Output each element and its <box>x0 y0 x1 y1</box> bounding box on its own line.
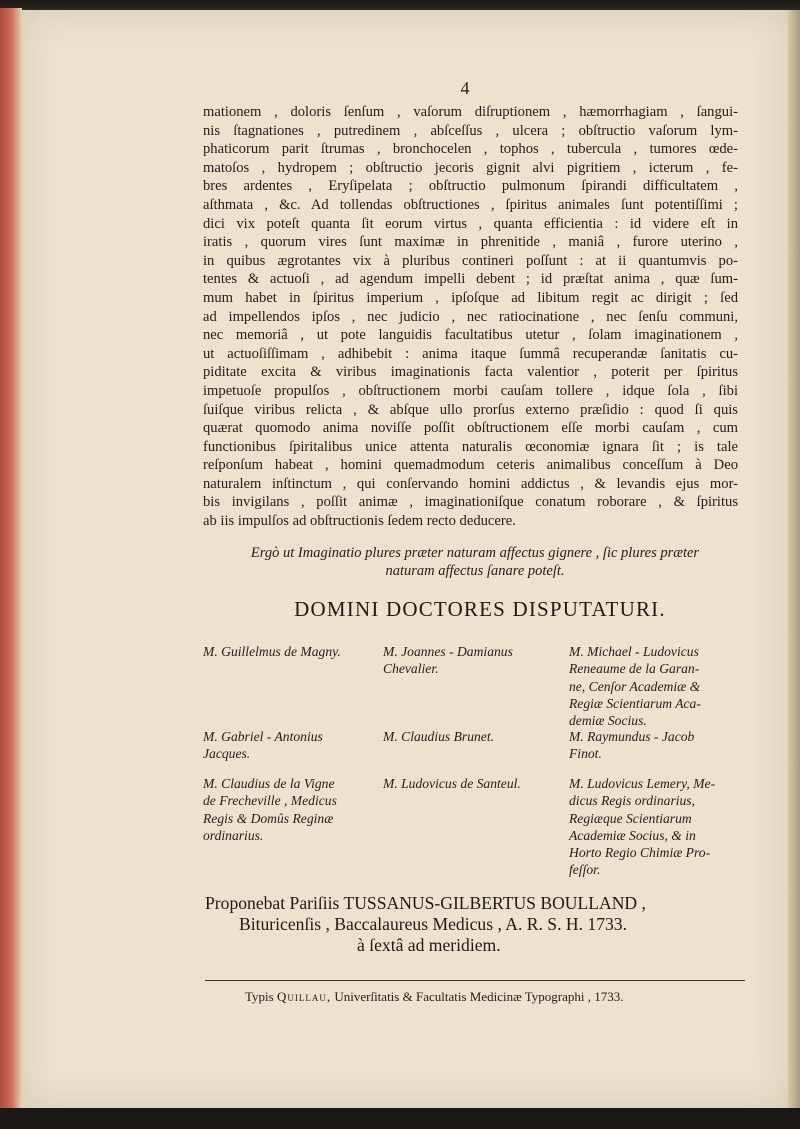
body-line: bres ardentes , Eryſipelata ; obſtructio pulmonum ſpirandi difficultatem , <box>203 178 738 195</box>
body-line: in quibus ægrotantes vix à pluribus contineri poſſunt : at ii quantumvis po- <box>203 252 738 269</box>
body-line: iratis , quorum vires ſunt maximæ in phrenitide , maniâ , furore uterino , <box>203 234 738 251</box>
printer-imprint <box>245 989 745 1005</box>
conclusion-line-1: Ergò ut Imaginatio plures præter naturam affectus gignere , ſic plures præter <box>250 545 700 561</box>
body-line: tentes & actuoſi , ad agendum impelli debent ; id præſtat anima , quæ ſum- <box>203 271 738 288</box>
respondent-line-3: à ſextâ ad meridiem. <box>357 935 501 955</box>
doctor-entry: M. Gabriel - Antonius Jacques. <box>203 729 323 762</box>
doctor-entry: M. Guillelmus de Magny. <box>203 644 341 659</box>
body-line: matoſos , hydropem ; obſtructio jecoris gignit alvi pigritiem , icterum , fe- <box>203 159 738 176</box>
respondent-line-1: Proponebat Pariſiis TUSSANUS-GILBERTUS BOULLAND , <box>205 893 646 913</box>
respondent-line-2: Bituricenſis , Baccalaureus Medicus , A. R. S. H. 1733. <box>239 914 627 934</box>
body-line: ut actuoſiſſimam , adhibebit : anima itaque ſummâ recuperandæ ſanitatis cu- <box>203 345 738 362</box>
doctor-entry: M. Raymundus - Jacob Finot. <box>569 729 695 762</box>
doctor-entry: M. Claudius de la Vigne de Frecheville , Medicus Regis & Domûs Reginæ ordinarius. <box>203 776 337 843</box>
conclusion-line-2: naturam affectus ſanare poteſt. <box>385 563 565 579</box>
doctor-entry: M. Joannes - Damianus Chevalier. <box>383 644 513 677</box>
respondent-block <box>205 893 745 956</box>
body-line: mationem , doloris ſenſum , vaſorum diſruptionem , hæmorrhagiam , ſangui- <box>203 104 738 120</box>
conclusion-statement <box>210 544 740 580</box>
scan-bottom-edge <box>0 1108 800 1129</box>
body-line: reſponſum habeat , homini quemadmodum ceteris animalibus conceſſum à Deo <box>203 457 738 474</box>
book-edge-right <box>788 10 800 1110</box>
body-paragraph <box>203 103 738 531</box>
doctor-entry: M. Michael - Ludovicus Reneaume de la Garan- ne, Cenſor Academiæ & Regiæ Scientiarum Aca- demiæ Socius. <box>569 644 701 729</box>
body-line: piditate excita & viribus imaginationis facta valentior , poterit per ſpiritus <box>203 364 738 381</box>
doctor-entry: M. Ludovicus de Santeul. <box>383 776 521 791</box>
body-line: nec memoriâ , ut pote languidis facultatibus utetur , ſolam imaginationem , <box>203 327 738 344</box>
body-line: naturalem inſtinctum , qui conſervando homini addictus , & levandis ejus mor- <box>203 475 738 492</box>
body-line: aſthmata , &c. Ad tollendas obſtructiones , ſpiritus animales ſunt potentiſſimi ; <box>203 196 738 213</box>
printer-name: Quillau, <box>276 989 332 1004</box>
doctor-entry: M. Claudius Brunet. <box>383 729 495 744</box>
body-line: mum habet in ſpiritus imperium , ipſoſque ad libitum regit ac dirigit ; ſed <box>203 289 738 306</box>
doctor-entry: M. Ludovicus Lemery, Me- dicus Regis ordinarius, Regiæque Scientiarum Academiæ Socius, & in Horto Regio Chimiæ Pro- feſſor. <box>569 776 716 878</box>
divider-rule <box>205 980 745 981</box>
disputants-heading: DOMINI DOCTORES DISPUTATURI. <box>294 597 666 621</box>
body-line: dici vix poteſt quanta ſit eorum virtus , quanta efficientia : id videre eſt in <box>203 215 738 232</box>
body-line: ad impellendos ipſos , nec judicio , nec ratiocinatione , nec ſenſu communi, <box>203 308 738 325</box>
page-number: 4 <box>460 78 470 98</box>
printer-prefix: Typis <box>245 989 274 1004</box>
body-line: bis invigilans , poſſit animæ , imaginationiſque conatum roborare , & ſpiritus <box>203 494 738 511</box>
body-line: quærat quomodo anima noviſſe poſſit obſtructionem eſſe morbi cauſam , cum <box>203 420 738 437</box>
body-line: phaticorum parit ſtrumas , bronchocelen , tophos , tubercula , tumores œde- <box>203 141 738 158</box>
body-line: impetuoſe propulſos , obſtructionem morbi cauſam tollere , idque ſola , ſibi <box>203 382 738 399</box>
book-edge-left <box>0 8 22 1108</box>
printer-details: Univerſitatis & Facultatis Medicinæ Typographi , 1733. <box>334 989 624 1004</box>
doctors-list <box>203 643 743 888</box>
body-line: ſuiſque viribus relicta , & abſque ullo prorſus externo præſidio : quod ſi quis <box>203 401 738 418</box>
body-line: ab iis impulſos ad obſtructionis ſedem recto deducere. <box>203 513 516 530</box>
body-line: functionibus ſpiritalibus unice attenta naturalis œconomiæ ignara ſit ; is tale <box>203 438 738 455</box>
body-line: nis ſtagnationes , putredinem , abſceſſus , ulcera ; obſtructio vaſorum lym- <box>203 122 738 139</box>
